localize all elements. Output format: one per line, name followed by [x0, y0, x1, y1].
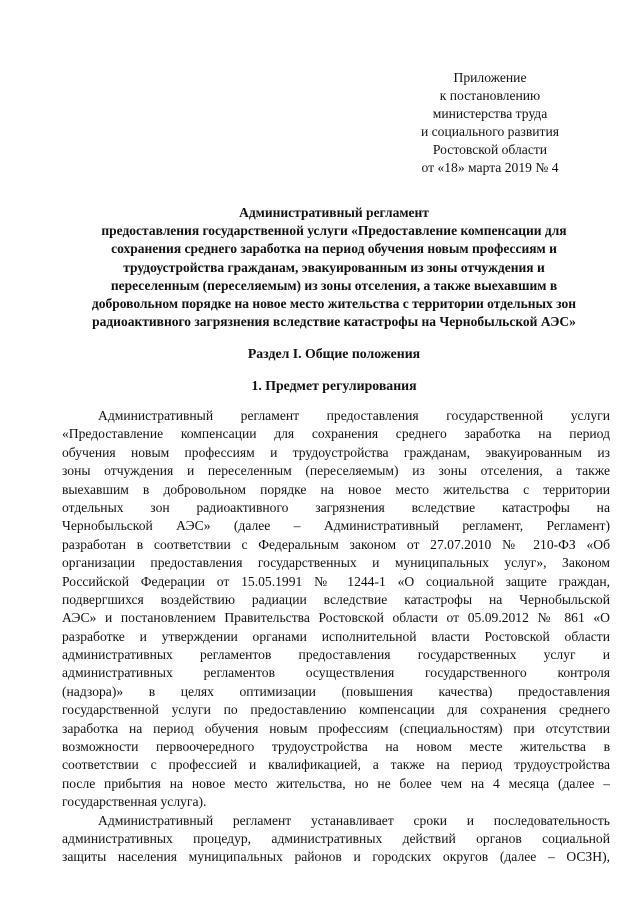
text-line: (надзора)» в целях оптимизации (повышения качества) предоставления: [62, 683, 610, 699]
title-line: добровольном порядке на новое место жительства с территории отдельных зон: [91, 296, 577, 312]
text-line: разработке и утверждении органами исполнительной власти Ростовской области: [62, 628, 610, 644]
appendix-line: и социального развития: [420, 124, 560, 139]
appendix-line: Ростовской области: [432, 142, 548, 157]
text-line: зоны отчуждения и переселенным (переселяемым) из зоны отселения, а также: [62, 463, 610, 479]
appendix-line: от «18» марта 2019 № 4: [421, 160, 559, 175]
text-line: возможности первоочередного трудоустройства на новом месте жительства в: [62, 739, 610, 755]
paragraph-1: [62, 407, 610, 812]
text-line: административных регламентов предоставления государственных услуг и: [62, 647, 610, 663]
text-line: государственная услуга).: [62, 794, 207, 810]
title-line: переселенным (переселяемым) из зоны отселения, а также выехавшим в: [110, 277, 558, 293]
text-line: Административный регламент устанавливает сроки и последовательность: [98, 812, 610, 828]
text-line: после прибытия на новое место жительства, но не более чем на 4 месяца (далее –: [62, 775, 610, 791]
text-line: Российской Федерации от 15.05.1991 № 1244-1 «О социальной защите граждан,: [62, 573, 610, 589]
subsection-heading: 1. Предмет регулирования: [251, 378, 417, 393]
appendix-line: Приложение: [453, 70, 527, 85]
text-line: выехавшим в добровольном порядке на новое место жительства с территории: [62, 481, 610, 497]
text-line: Чернобыльской АЭС» (далее – Административный регламент, Регламент): [62, 518, 610, 534]
text-line: соответствии с профессией и квалификацией, а также на период трудоустройства: [62, 757, 610, 773]
text-line: административных процедур, административных действий органов социальной: [62, 830, 610, 846]
text-line: административных регламентов осуществления государственного контроля: [62, 665, 610, 681]
text-line: подвергшихся воздействию радиации вследствие катастрофы на Чернобыльской: [62, 591, 610, 607]
appendix-line: к постановлению: [439, 88, 541, 103]
appendix-block: [395, 69, 585, 177]
text-line: отдельных зон радиоактивного загрязнения вследствие катастрофы на: [62, 499, 610, 515]
document-title: [56, 204, 612, 331]
paragraph-2: [62, 812, 610, 867]
title-line: трудоустройства гражданам, эвакуированным из зоны отчуждения и: [123, 259, 545, 275]
text-line: АЭС» и постановлением Правительства Ростовской области от 05.09.2012 № 861 «О: [62, 610, 610, 626]
text-line: заработка на период обучения новым профессиям (специальностям) при отсутствии: [62, 720, 610, 736]
text-line: государственной услуги по предоставлению компенсации для сохранения среднего: [62, 702, 610, 718]
text-line: Административный регламент предоставления государственной услуги: [98, 408, 610, 423]
title-line: Административный регламент: [239, 205, 429, 220]
text-line: защиты населения муниципальных районов и городских округов (далее – ОСЗН),: [62, 849, 610, 865]
title-line: предоставления государственной услуги «Предоставление компенсации для: [101, 223, 567, 239]
text-line: разработан в соответствии с Федеральным законом от 27.07.2010 № 210-ФЗ «Об: [62, 536, 610, 552]
text-line: «Предоставление компенсации для сохранения среднего заработка на период: [62, 426, 610, 442]
appendix-line: министерства труда: [432, 106, 548, 121]
section-heading: Раздел I. Общие положения: [247, 346, 421, 361]
text-line: организации предоставления государственных и муниципальных услуг», Законом: [62, 555, 610, 571]
text-line: обучения новым профессиям и трудоустройства гражданам, эвакуированным из: [62, 444, 610, 460]
title-line: радиоактивного загрязнения вследствие катастрофы на Чернобыльской АЭС»: [92, 314, 576, 330]
body-text: [62, 407, 610, 867]
title-line: сохранения среднего заработка на период обучения новым профессиям и: [111, 241, 557, 257]
